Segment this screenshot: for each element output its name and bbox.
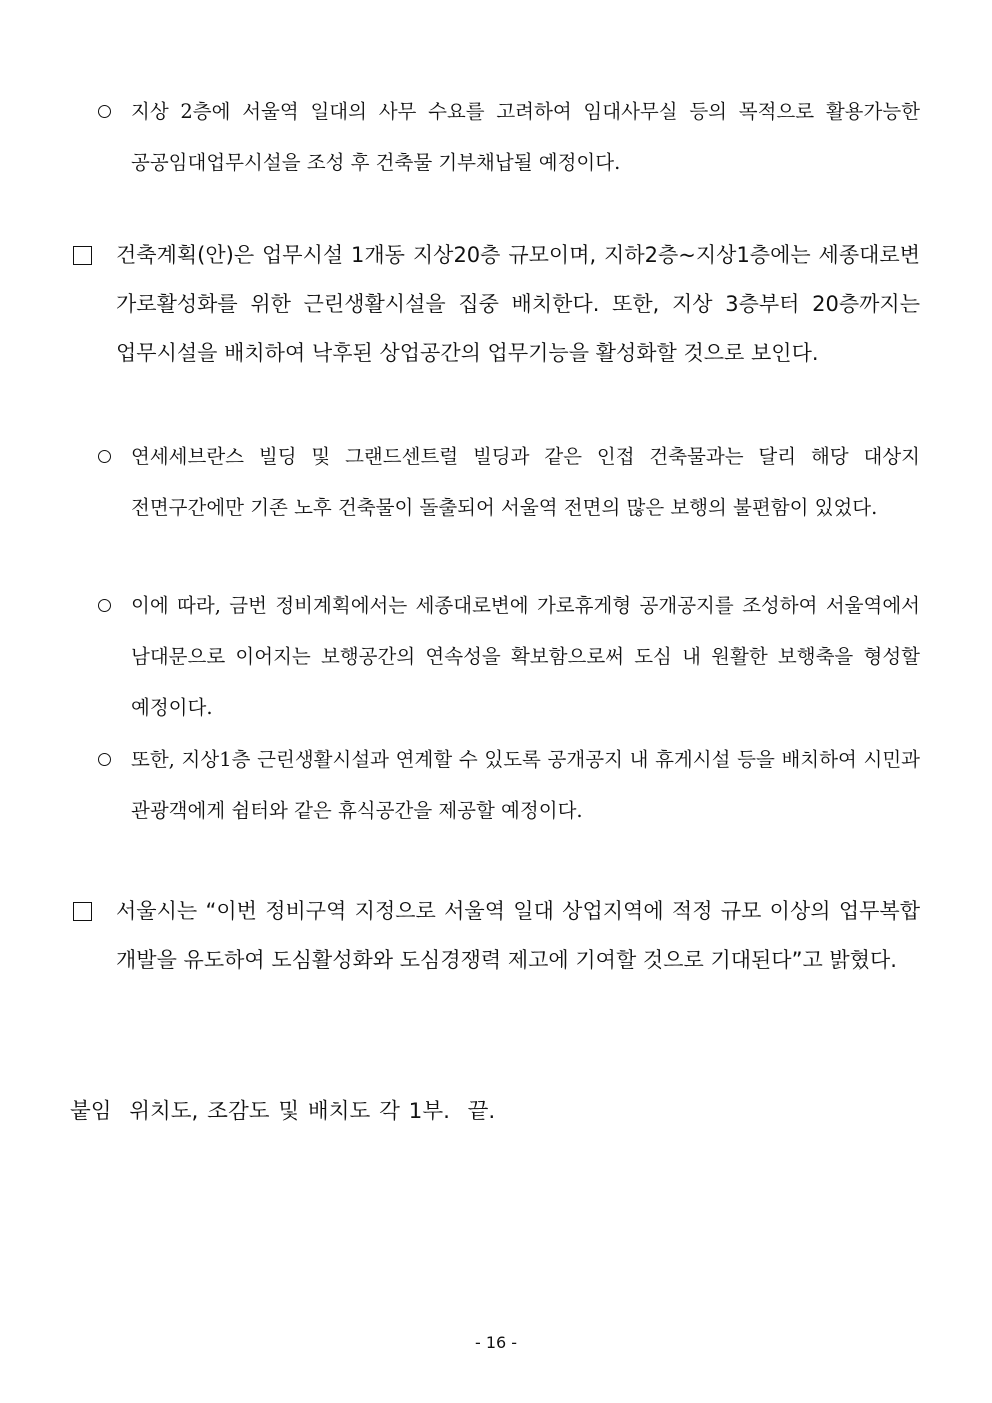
- circle-bullet-icon: [98, 753, 111, 766]
- main-bullet-text: 건축계획(안)은 업무시설 1개동 지상20층 규모이며, 지하2층~지상1층에는 세종대로변 가로활성화를 위한 근린생활시설을 집중 배치한다. 또한, 지상 3층부터 20층까지는 업무시설을 배치하여 낙후된 상업공간의 업무기능을 활성화할 것으로 보인다.: [116, 243, 920, 365]
- sub-bullet-text: 또한, 지상1층 근린생활시설과 연계할 수 있도록 공개공지 내 휴게시설 등을 배치하여 시민과 관광객에게 쉼터와 같은 휴식공간을 제공할 예정이다.: [131, 748, 920, 822]
- sub-bullet-text: 연세세브란스 빌딩 및 그랜드센트럴 빌딩과 같은 인접 건축물과는 달리 해당 대상지 전면구간에만 기존 노후 건축물이 돌출되어 서울역 전면의 많은 보행의 불편함이 있었다.: [131, 445, 920, 519]
- circle-bullet-icon: [98, 599, 111, 612]
- sub-bullet-text: 이에 따라, 금번 정비계획에서는 세종대로변에 가로휴게형 공개공지를 조성하여 서울역에서 남대문으로 이어지는 보행공간의 연속성을 확보함으로써 도심 내 원활한 보행축을 형성할 예정이다.: [131, 594, 920, 719]
- main-bullet-text: 서울시는 “이번 정비구역 지정으로 서울역 일대 상업지역에 적정 규모 이상의 업무복합 개발을 유도하여 도심활성화와 도심경쟁력 제고에 기여할 것으로 기대된다”고 밝혔다.: [116, 899, 920, 972]
- square-bullet-icon: [73, 246, 92, 265]
- page-number: - 16 -: [474, 1333, 518, 1352]
- circle-bullet-icon: [98, 105, 111, 118]
- attachment-line: 붙임 위치도, 조감도 및 배치도 각 1부. 끝.: [70, 1099, 496, 1124]
- square-bullet-icon: [73, 902, 92, 921]
- circle-bullet-icon: [98, 450, 111, 463]
- sub-bullet-text: 지상 2층에 서울역 일대의 사무 수요를 고려하여 임대사무실 등의 목적으로 활용가능한 공공임대업무시설을 조성 후 건축물 기부채납될 예정이다.: [131, 100, 920, 174]
